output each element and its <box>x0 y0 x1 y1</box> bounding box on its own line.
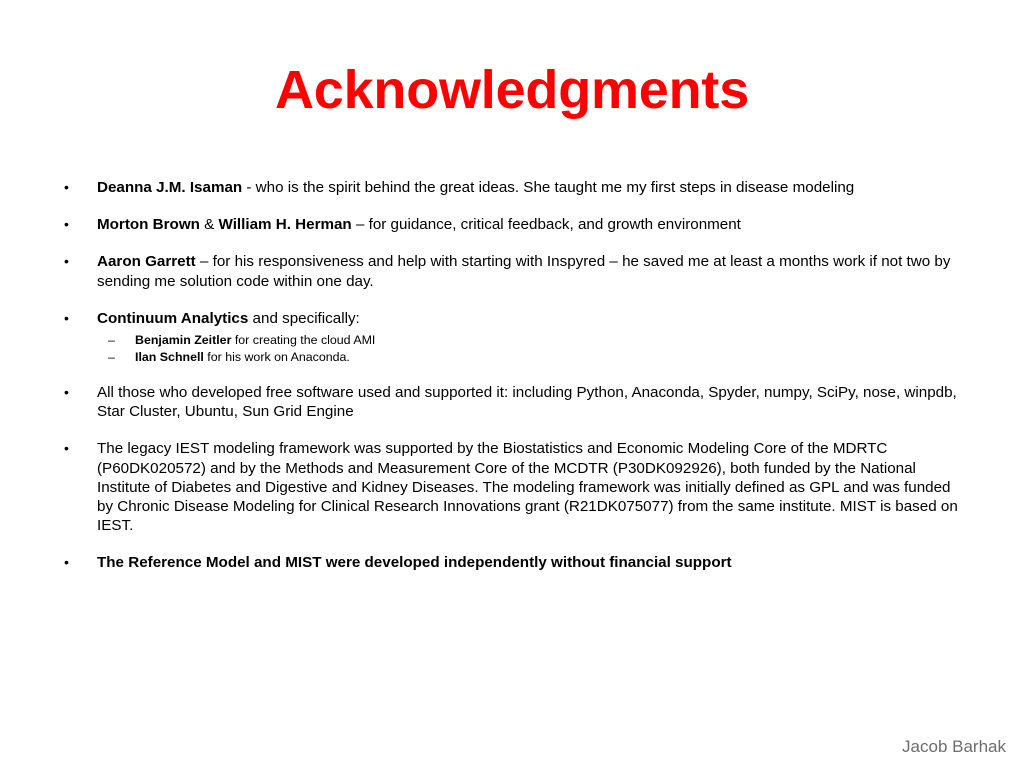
bullet-aaron-garrett <box>60 252 960 290</box>
bullet-text: – for his responsiveness and help with starting with Inspyred – he saved me at least a months work if not two by sending me solution code within one day. <box>97 253 951 290</box>
bullet-marker-icon: • <box>64 216 69 233</box>
bullet-marker-icon: • <box>64 179 69 195</box>
bullet-text: - who is the spirit behind the great ideas. She taught me my first steps in disease modeling <box>242 179 855 196</box>
sub-bullet-lead-name: Benjamin Zeitler <box>135 333 232 348</box>
bullet-group-continuum-analytics <box>60 309 960 365</box>
bullet-marker-icon: • <box>64 253 69 270</box>
bullet-second-name: William H. Herman <box>218 216 352 234</box>
sub-bullet-dash-icon: – <box>108 349 115 364</box>
bullet-marker-icon: • <box>64 384 69 401</box>
bullet-continuum-analytics <box>60 309 960 328</box>
sub-bullet-text: for creating the cloud AMI <box>231 333 376 348</box>
bullet-text: – for guidance, critical feedback, and growth environment <box>351 216 741 234</box>
bullet-text: and specifically: <box>248 309 360 327</box>
page-title: Acknowledgments <box>274 60 750 120</box>
sub-bullet-dash-icon: – <box>108 333 115 348</box>
footer-author: Jacob Barhak <box>902 737 1006 756</box>
bullet-text: The Reference Model and MIST were developed independently without financial support <box>97 554 732 572</box>
acknowledgments-list <box>60 178 960 573</box>
bullet-text: The legacy IEST modeling framework was supported by the Biostatistics and Economic Modeling Core of the MDRTC (P60DK020572) and by the Methods and Measurement Core of the MCDTR (P30DK092926), both funded by the National Institute of Diabetes and Digestive and Kidney Diseases. The modeling framework was initially defined as GPL and was funded by Chronic Disease Modeling for Clinical Research Innovations grant (R21DK075077) from the same institute. MIST is based on IEST. <box>97 440 958 535</box>
sub-bullet-list <box>108 332 868 365</box>
bullet-text: All those who developed free software used and supported it: including Python, Anaconda, Spyder, numpy, SciPy, nose, winpdb, Star Cluster, Ubuntu, Sun Grid Engine <box>97 384 957 421</box>
bullet-free-software-developers <box>60 383 960 421</box>
bullet-lead-name: Aaron Garrett <box>97 253 196 271</box>
bullet-marker-icon: • <box>64 554 69 571</box>
sub-bullet-text: for his work on Anaconda. <box>203 349 350 364</box>
bullet-legacy-iest-funding <box>60 439 960 535</box>
bullet-conjunction: & <box>199 216 219 234</box>
bullet-deanna-isaman <box>60 178 960 197</box>
sub-bullet-lead-name: Ilan Schnell <box>135 349 204 364</box>
bullet-lead-name: Deanna J.M. Isaman <box>97 179 243 196</box>
sub-bullet-benjamin-zeitler <box>108 332 868 349</box>
bullet-marker-icon: • <box>64 309 69 326</box>
bullet-lead-name: Continuum Analytics <box>97 309 249 327</box>
bullet-lead-name: Morton Brown <box>97 216 200 234</box>
bullet-morton-brown-william-herman <box>60 215 960 234</box>
bullet-marker-icon: • <box>64 440 69 457</box>
bullet-reference-model-mist <box>60 553 960 572</box>
sub-bullet-ilan-schnell <box>108 349 868 366</box>
